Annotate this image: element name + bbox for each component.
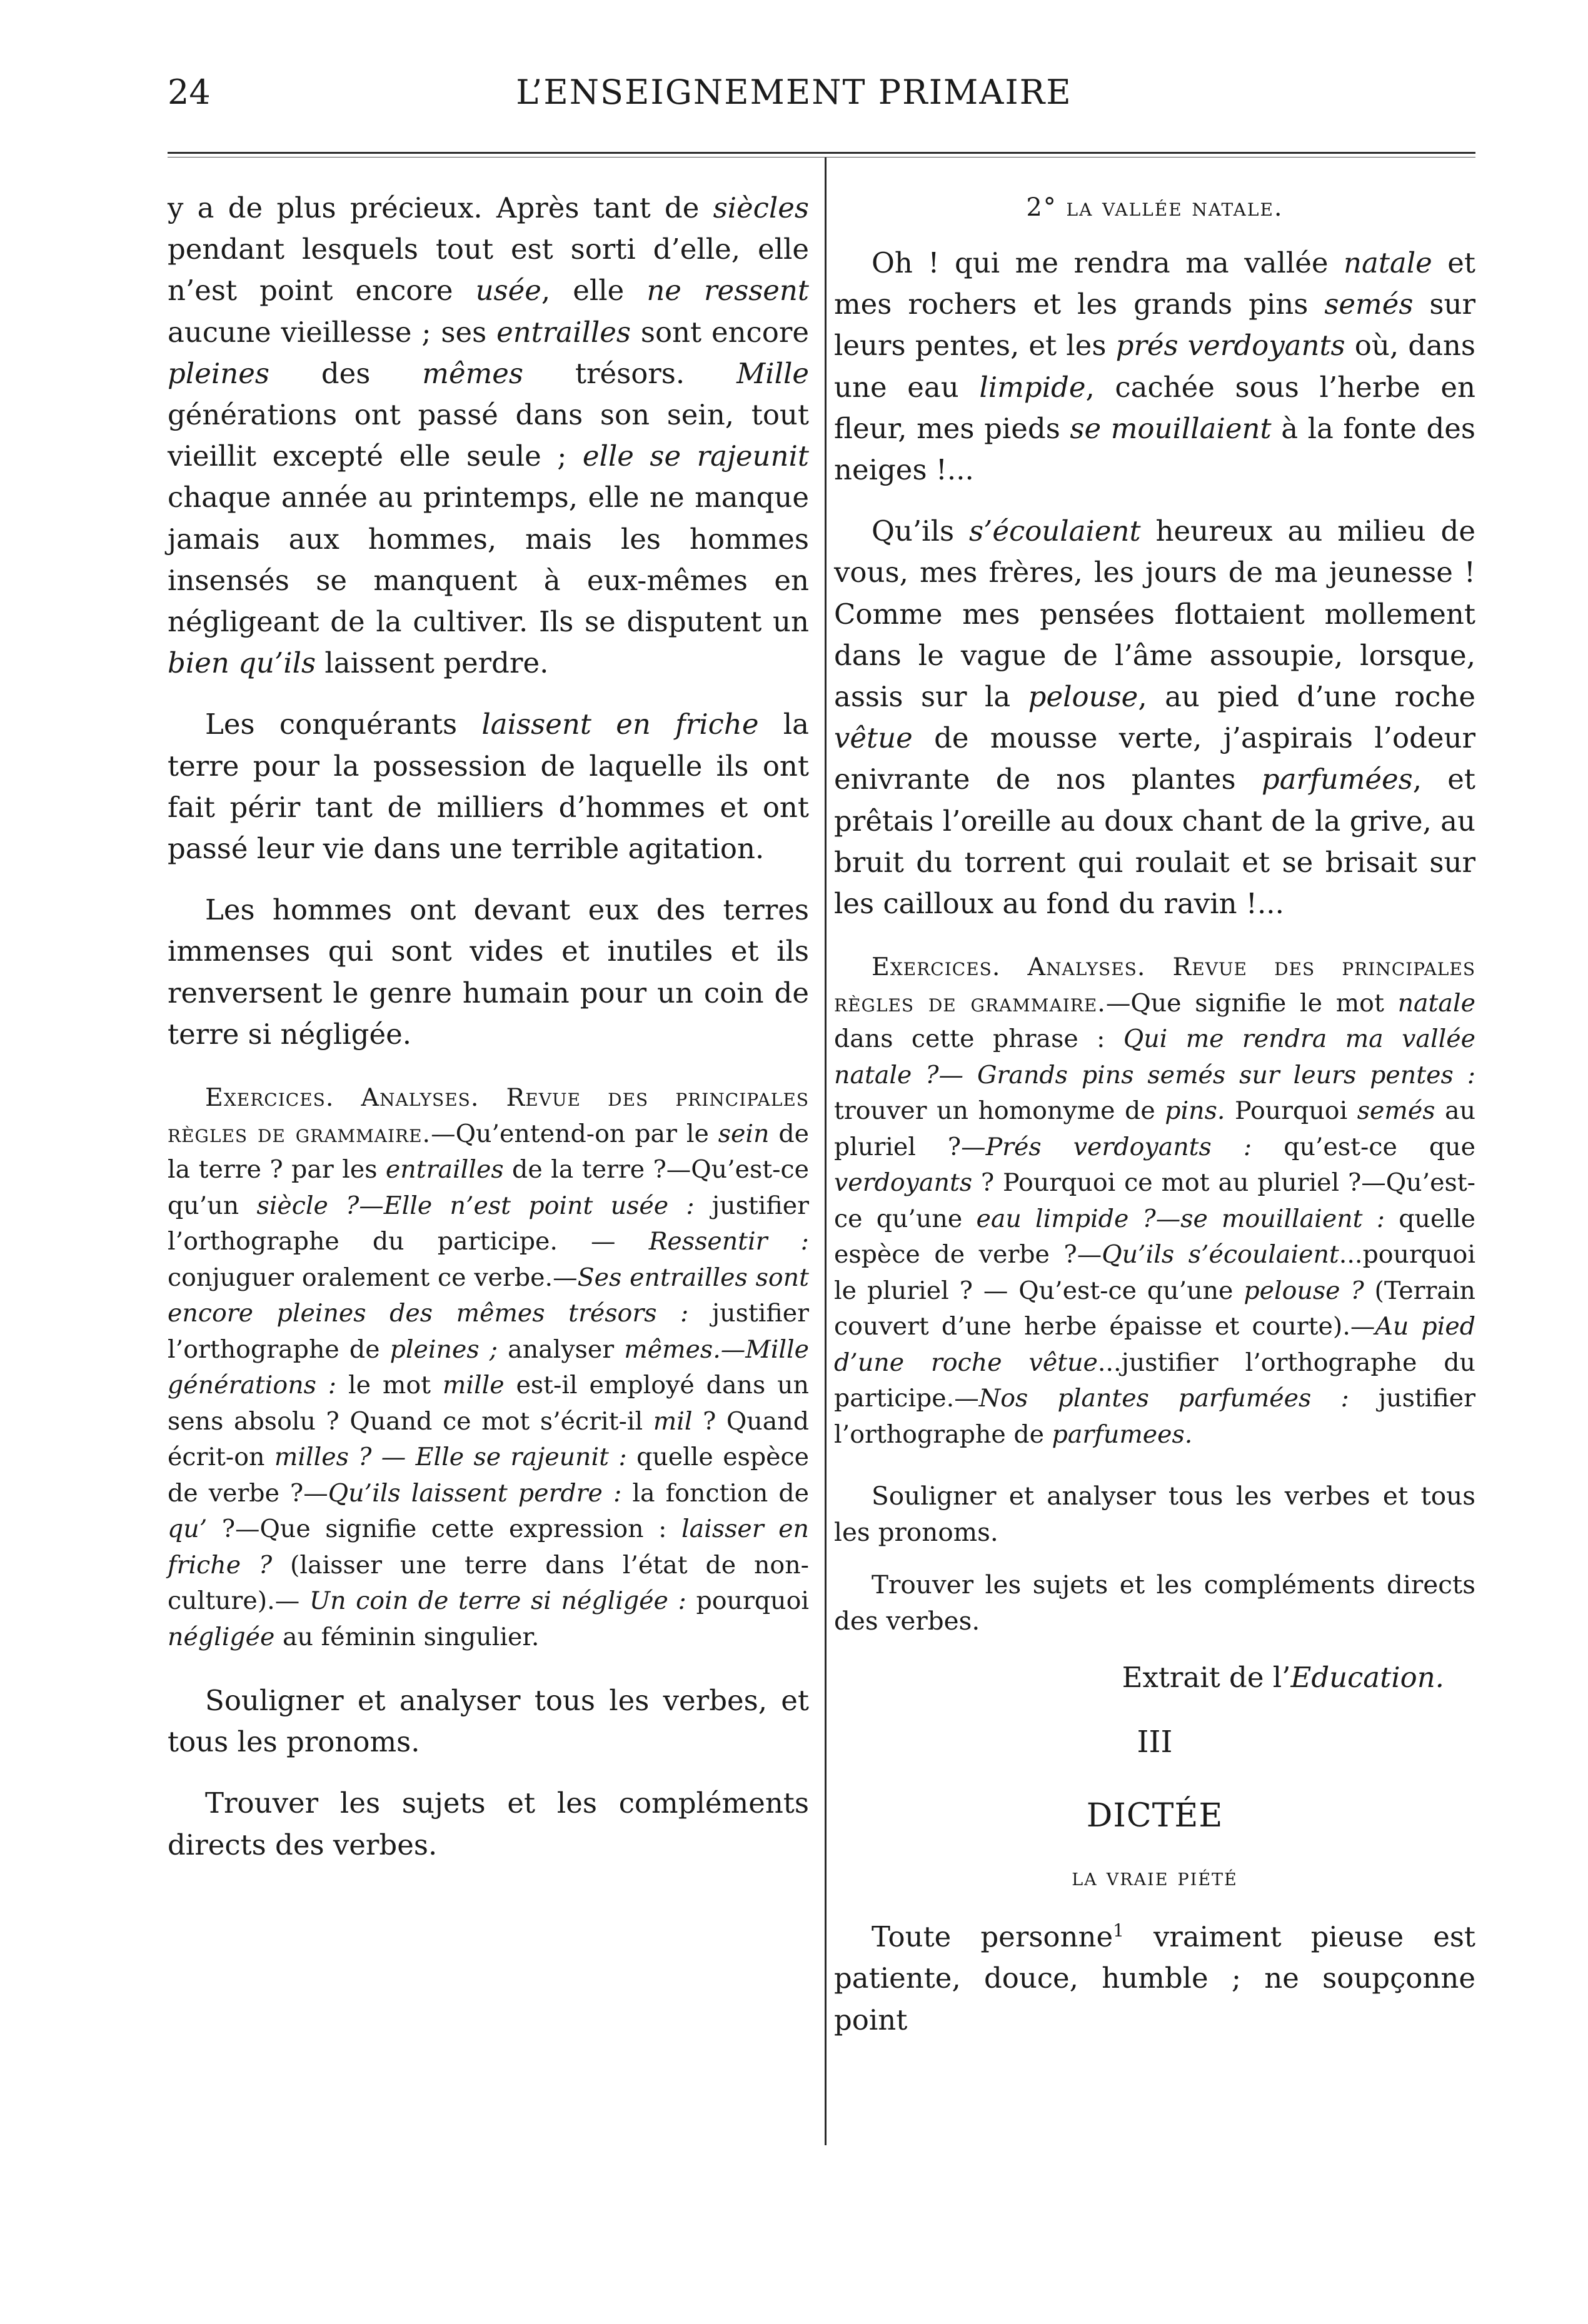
section-roman-numeral: III (1137, 1725, 1173, 1760)
italic-word: Mille (736, 356, 809, 390)
source-attribution (834, 1658, 1444, 1698)
text-run: chaque année au printemps, elle ne manque jamais aux hommes, mais les hommes insensés se manquent à eux-mêmes en négligeant de la cultiver. Ils se disputent un (168, 481, 809, 639)
italic-word: Nos plantes parfumées : (978, 1384, 1349, 1413)
text-run: Extrait de l’ (1122, 1661, 1291, 1695)
text-run: de la terre ?—Qu’est-ce qu’un (168, 1155, 809, 1220)
text-run: où, dans une eau (834, 329, 1476, 404)
text-run: le mot (336, 1371, 443, 1400)
italic-word: sein (718, 1119, 770, 1148)
italic-word: mêmes (422, 356, 523, 390)
italic-word: milles ? — Elle se rajeunit : (274, 1443, 627, 1472)
italic-word: ne ressent (646, 274, 809, 308)
italic-word: laissent en friche (481, 708, 759, 741)
text-run: ...justifier l’orthographe du participe.— (834, 1348, 1475, 1413)
left-exercises (168, 1080, 809, 1655)
left-column (168, 188, 809, 1866)
text-run: vraiment pieuse est patiente, douce, humble ; ne soupçonne point (834, 1920, 1475, 2036)
text-run: , cachée sous l’herbe en fleur, mes pieds (834, 370, 1475, 445)
left-paragraph-2 (168, 704, 809, 869)
dictee-text (834, 1910, 1475, 2041)
text-run: conjuguer oralement ce verbe.— (168, 1263, 578, 1292)
italic-word: eau limpide ?—se mouillaient : (976, 1204, 1385, 1233)
text-run: quelle espèce de verbe ?— (168, 1443, 809, 1508)
italic-word: bien qu’ils (168, 646, 316, 680)
right-column (834, 188, 1475, 2041)
left-task-underline: Souligner et analyser tous les verbes, et tous les pronoms. (168, 1684, 809, 1759)
italic-word: Au pied d’une roche vêtue (834, 1312, 1475, 1377)
right-exercises (834, 949, 1475, 1453)
text-run: trouver un homonyme de (834, 1096, 1165, 1126)
text-run: Toute personne (872, 1920, 1113, 1954)
text-run: des (269, 356, 423, 390)
text-run: la fonction de (621, 1478, 810, 1508)
text-run: qu’est-ce que (1252, 1132, 1475, 1161)
header-rule (168, 152, 1475, 158)
dictee-title: la vraie piété (1072, 1863, 1238, 1891)
text-run: pourquoi (686, 1586, 809, 1616)
page-number: 24 (168, 73, 211, 112)
text-run: heureux au milieu de vous, mes frères, les jours de ma jeunesse ! Comme mes pensées flottaient mollement dans le vague de l’âme assoupie, lorsque, assis sur la (834, 514, 1475, 714)
right-paragraph-2 (834, 511, 1475, 924)
italic-word: natale (1344, 246, 1432, 279)
left-paragraph-1 (168, 188, 809, 684)
running-title: L’ENSEIGNEMENT PRIMAIRE (516, 73, 1072, 112)
text-run: Qu’ils (872, 514, 969, 548)
text-run: , au pied d’une roche (1138, 680, 1475, 714)
italic-word: qu’ (168, 1515, 208, 1544)
column-divider (825, 158, 827, 2145)
right-task-find: Trouver les sujets et les compléments directs des verbes. (834, 1570, 1475, 1636)
text-run: sont encore (631, 315, 809, 349)
italic-word: mêmes.—Mille générations : (168, 1335, 809, 1400)
italic-word: Education. (1290, 1661, 1444, 1695)
dictee-heading: DICTÉE (1086, 1797, 1224, 1835)
italic-word: semés (1324, 288, 1414, 321)
italic-word: pelouse (1028, 680, 1138, 714)
italic-word: entrailles (385, 1155, 504, 1185)
italic-word: mil (653, 1406, 693, 1436)
text-run: Pourquoi (1225, 1096, 1357, 1126)
italic-word: Ses entrailles sont encore pleines des mêmes trésors : (168, 1263, 809, 1328)
text-run: la terre pour la possession de laquelle ils ont fait périr tant de milliers d’hommes et ont passé leur vie dans une terrible agitation. (168, 708, 809, 866)
left-paragraph-3: Les hommes ont devant eux des terres immenses qui sont vides et inutiles et ils renversent le genre humain pour un coin de terre si négligée. (168, 893, 809, 1051)
italic-word: se mouillaient (1070, 411, 1272, 445)
text-run: laissent perdre. (316, 646, 549, 680)
italic-word: Un coin de terre si négligée : (309, 1586, 686, 1616)
italic-word: entrailles (496, 315, 631, 349)
italic-word: négligée (168, 1622, 275, 1651)
text-run: —Que signifie le mot (1105, 988, 1398, 1018)
exercises-heading: Exercices. Analyses. Revue des principales règles de grammaire. (168, 1083, 809, 1148)
italic-word: pleines ; (389, 1335, 498, 1364)
italic-word: semés (1357, 1096, 1435, 1126)
text-run: est-il employé dans un sens absolu ? Quand ce mot s’écrit-il (168, 1371, 809, 1436)
text-run: à la fonte des neiges !... (834, 411, 1475, 487)
italic-word: pleines (168, 356, 269, 390)
text-run: pendant lesquels tout est sorti d’elle, elle n’est point encore (168, 233, 809, 308)
text-run: , elle (541, 274, 647, 308)
text-run: justifier l’orthographe de (834, 1384, 1476, 1449)
italic-word: siècle ?—Elle n’est point usée : (256, 1191, 695, 1220)
text-run: trésors. (523, 356, 737, 390)
text-run: dans cette phrase : (834, 1024, 1123, 1054)
italic-word: elle se rajeunit (582, 439, 809, 473)
italic-word: Qu’ils laissent perdre : (328, 1478, 622, 1508)
italic-word: parfumées (1261, 763, 1413, 796)
italic-word: Prés verdoyants : (985, 1132, 1252, 1161)
text-run: justifier l’orthographe du participe. — (168, 1191, 809, 1256)
text-run: (laisser une terre dans l’état de non-culture).— (168, 1550, 809, 1616)
text-run: ?—Que signifie cette expression : (207, 1515, 681, 1544)
italic-word: prés verdoyants (1115, 329, 1345, 363)
text-run: ? Pourquoi ce mot au pluriel ?—Qu’est-ce qu’une (834, 1168, 1475, 1233)
italic-word: laisser en friche ? (168, 1515, 809, 1580)
text-run: ...pourquoi le pluriel ? — Qu’est-ce qu’une (834, 1240, 1475, 1305)
italic-word: verdoyants (834, 1168, 973, 1198)
text-run: y a de plus précieux. Après tant de (168, 191, 713, 224)
italic-word: Ressentir : (648, 1227, 809, 1256)
italic-word: pelouse ? (1244, 1276, 1364, 1305)
left-task-find: Trouver les sujets et les compléments directs des verbes. (168, 1786, 809, 1861)
text-run: analyser (498, 1335, 625, 1364)
italic-word: natale (1397, 988, 1475, 1018)
exercises-heading: Exercices. Analyses. Revue des principales règles de grammaire. (834, 953, 1475, 1018)
italic-word: parfumees. (1052, 1420, 1193, 1449)
italic-word: Qui me rendra ma vallée natale ?— Grands pins semés sur leurs pentes : (834, 1024, 1475, 1089)
italic-word: vêtue (834, 721, 913, 755)
text-run: au pluriel ?— (834, 1096, 1476, 1161)
text-run: sur leurs pentes, et les (834, 288, 1476, 363)
text-run: au féminin singulier. (274, 1622, 540, 1651)
text-run: et mes rochers et les grands pins (834, 246, 1475, 321)
italic-word: siècles (713, 191, 809, 224)
text-run: , et prêtais l’oreille au doux chant de la grive, au bruit du torrent qui roulait et se brisait sur les cailloux au fond du ravin !... (834, 763, 1475, 921)
italic-word: usée (475, 274, 541, 308)
text-run: de la terre ? par les (168, 1119, 809, 1185)
text-run: —Qu’entend-on par le (431, 1119, 718, 1148)
text-run: justifier l’orthographe de (168, 1299, 809, 1364)
text-run: générations ont passé dans son sein, tout vieillit excepté elle seule ; (168, 398, 809, 473)
italic-word: mille (442, 1371, 505, 1400)
text-run: Oh ! qui me rendra ma vallée (872, 246, 1344, 279)
text-run: quelle espèce de verbe ?— (834, 1204, 1475, 1270)
italic-word: s’écoulaient (968, 514, 1141, 548)
text-run: ? Quand écrit-on (168, 1406, 810, 1472)
italic-word: limpide (979, 370, 1086, 404)
footnote-marker: 1 (1113, 1920, 1124, 1941)
text-run: de mousse verte, j’aspirais l’odeur enivrante de nos plantes (834, 721, 1475, 796)
italic-word: pins. (1165, 1096, 1225, 1126)
right-task-underline: Souligner et analyser tous les verbes et tous les pronoms. (834, 1481, 1475, 1548)
text-run: aucune vieillesse ; ses (168, 315, 497, 349)
text-run: Les conquérants (205, 708, 482, 741)
italic-word: Qu’ils s’écoulaient (1102, 1240, 1339, 1270)
section-title: 2° la vallée natale. (1026, 193, 1284, 222)
right-paragraph-1 (834, 243, 1475, 491)
text-run: (Terrain couvert d’une herbe épaisse et courte).— (834, 1276, 1475, 1341)
